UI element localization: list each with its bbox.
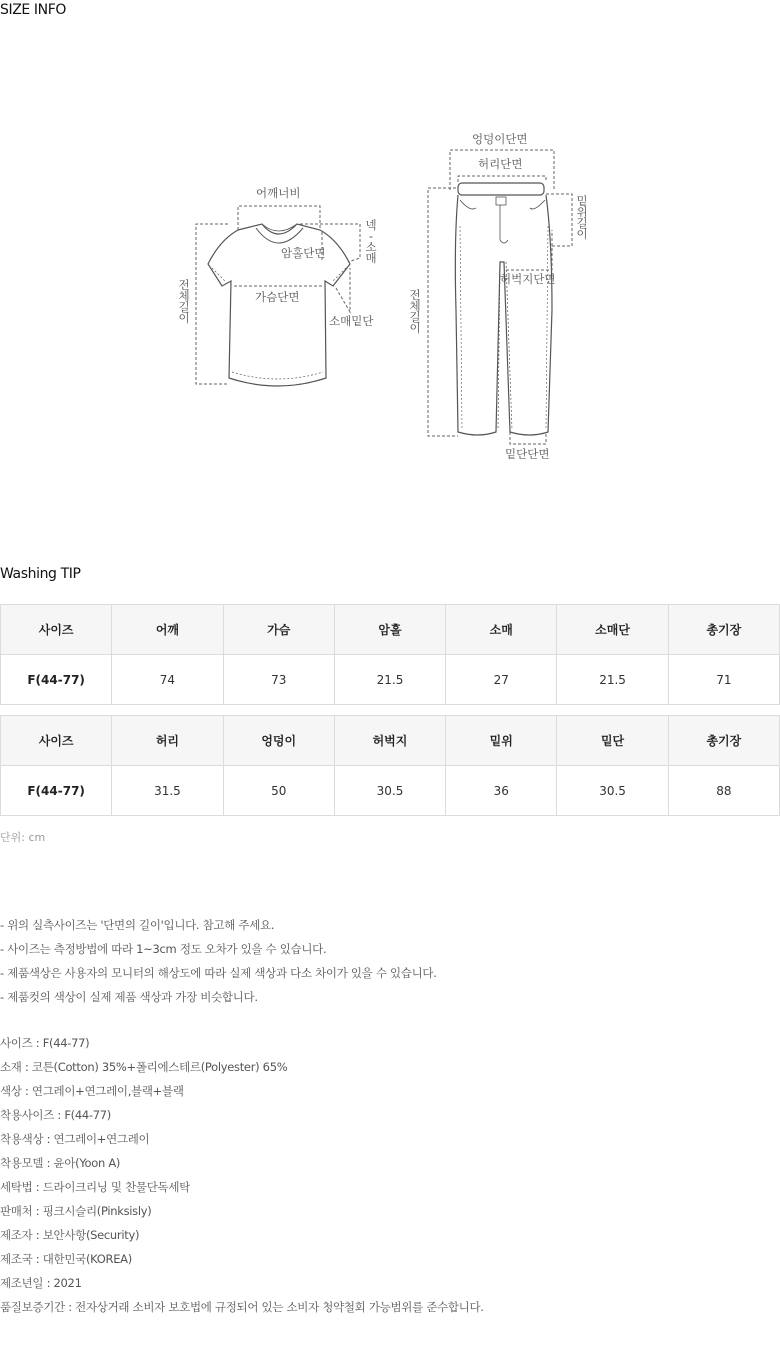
table-header-cell: 소매단 xyxy=(557,605,668,655)
table-cell: 36 xyxy=(446,766,557,816)
note-item: - 사이즈는 측정방법에 따라 1~3cm 정도 오차가 있을 수 있습니다. xyxy=(0,942,327,956)
spec-item: 착용모델 : 윤아(Yoon A) xyxy=(0,1156,121,1170)
spec-item: 제조년일 : 2021 xyxy=(0,1276,82,1290)
product-specs-list xyxy=(0,1033,484,1321)
table-header-cell: 밑단 xyxy=(557,716,668,766)
note-item: - 제품색상은 사용자의 모니터의 해상도에 따라 실제 색상과 다소 차이가 있을 수 있습니다. xyxy=(0,966,437,980)
hip-label: 엉덩이단면 xyxy=(472,132,528,146)
thigh-label: 허벅지단면 xyxy=(500,272,556,286)
table-row xyxy=(1,766,780,816)
spec-item: 소재 : 코튼(Cotton) 35%+폴리에스테르(Polyester) 65% xyxy=(0,1060,288,1074)
spec-item: 세탁법 : 드라이크리닝 및 찬물단독세탁 xyxy=(0,1180,190,1194)
spec-item: 착용색상 : 연그레이+연그레이 xyxy=(0,1132,150,1146)
table-header-cell: 총기장 xyxy=(668,716,779,766)
hem-label: 밑단단면 xyxy=(505,447,550,461)
armhole-label: 암홀단면 xyxy=(281,246,326,260)
table-header-cell: 가슴 xyxy=(223,605,334,655)
notes-list xyxy=(0,915,437,1011)
washing-tip-title: Washing TIP xyxy=(0,566,81,582)
table-header-cell: 허벅지 xyxy=(334,716,445,766)
table-cell: 74 xyxy=(112,655,223,705)
table-cell: 21.5 xyxy=(334,655,445,705)
table-header-cell: 어깨 xyxy=(112,605,223,655)
table-cell: 50 xyxy=(223,766,334,816)
table-cell: 21.5 xyxy=(557,655,668,705)
table-header-cell: 엉덩이 xyxy=(223,716,334,766)
spec-item: 사이즈 : F(44-77) xyxy=(0,1036,90,1050)
tshirt-total-length-label: 전 체 길 이 xyxy=(178,278,190,325)
table-header-cell: 소매 xyxy=(446,605,557,655)
table-cell: 88 xyxy=(668,766,779,816)
table-header-row xyxy=(1,716,780,766)
size-diagram xyxy=(0,120,780,480)
top-size-table xyxy=(0,604,780,705)
shoulder-width-label: 어깨너비 xyxy=(256,186,301,200)
bottom-size-table xyxy=(0,715,780,816)
table-cell: 30.5 xyxy=(557,766,668,816)
table-header-row xyxy=(1,605,780,655)
table-header-cell: 사이즈 xyxy=(1,716,112,766)
table-header-cell: 허리 xyxy=(112,716,223,766)
table-cell: F(44-77) xyxy=(1,655,112,705)
table-header-cell: 암홀 xyxy=(334,605,445,655)
table-cell: 71 xyxy=(668,655,779,705)
size-info-title: SIZE INFO xyxy=(0,2,66,18)
note-item: - 제품컷의 색상이 실제 제품 색상과 가장 비슷합니다. xyxy=(0,990,258,1004)
spec-item: 품질보증기간 : 전자상거래 소비자 보호법에 규정되어 있는 소비자 청약철회 가능범위를 준수합니다. xyxy=(0,1300,484,1314)
table-header-cell: 밑위 xyxy=(446,716,557,766)
table-header-cell: 사이즈 xyxy=(1,605,112,655)
spec-item: 판매처 : 핑크시슬리(Pinksisly) xyxy=(0,1204,152,1218)
table-row xyxy=(1,655,780,705)
spec-item: 제조자 : 보안사항(Security) xyxy=(0,1228,140,1242)
sleeve-hem-label: 소매밑단 xyxy=(329,314,374,328)
chest-label: 가슴단면 xyxy=(255,290,300,304)
unit-label: 단위: cm xyxy=(0,831,46,844)
rise-label: 밑 위 길 이 xyxy=(576,194,588,241)
neck-sleeve-label: 넥 - 소 매 xyxy=(365,218,377,265)
table-cell: 73 xyxy=(223,655,334,705)
note-item: - 위의 실측사이즈는 '단면의 길이'입니다. 참고해 주세요. xyxy=(0,918,275,932)
table-cell: 27 xyxy=(446,655,557,705)
table-cell: 30.5 xyxy=(334,766,445,816)
spec-item: 제조국 : 대한민국(KOREA) xyxy=(0,1252,132,1266)
spec-item: 색상 : 연그레이+연그레이,블랙+블랙 xyxy=(0,1084,184,1098)
table-cell: 31.5 xyxy=(112,766,223,816)
waist-label: 허리단면 xyxy=(478,157,523,171)
table-header-cell: 총기장 xyxy=(668,605,779,655)
table-cell: F(44-77) xyxy=(1,766,112,816)
pants-total-length-label: 전 체 길 이 xyxy=(409,288,421,335)
spec-item: 착용사이즈 : F(44-77) xyxy=(0,1108,111,1122)
